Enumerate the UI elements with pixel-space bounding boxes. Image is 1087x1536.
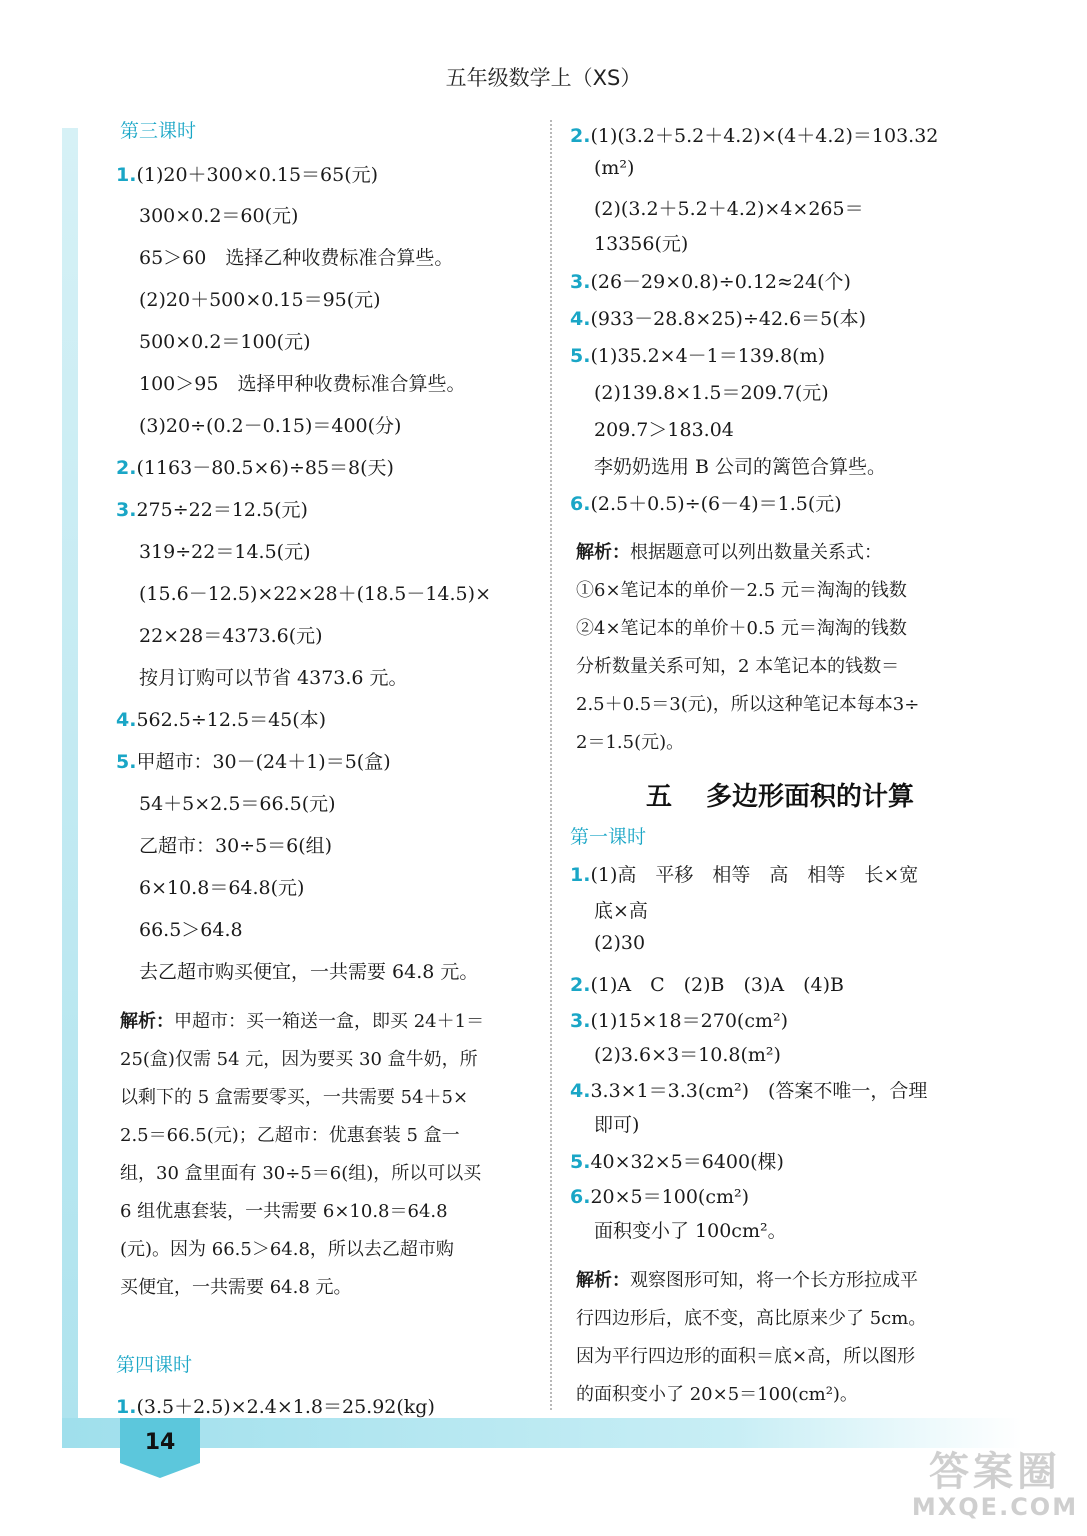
answer-line: 100＞95 选择甲种收费标准合算些。 bbox=[139, 373, 466, 395]
answer-line: 66.5＞64.8 bbox=[139, 919, 243, 941]
answer-line: 13356(元) bbox=[594, 233, 689, 255]
page-number: 14 bbox=[144, 1430, 176, 1455]
answer-line: 500×0.2＝100(元) bbox=[139, 331, 311, 353]
answer-line: 209.7＞183.04 bbox=[594, 419, 734, 441]
answer-line: 乙超市：30÷5＝6(组) bbox=[139, 835, 333, 857]
answer-line: 2.(1163－80.5×6)÷85＝8(天) bbox=[116, 457, 394, 479]
answer-line: 按月订购可以节省 4373.6 元。 bbox=[139, 667, 408, 689]
answer-line: 4.562.5÷12.5＝45(本) bbox=[116, 709, 327, 731]
watermark: 答案圈 MXQE.COM bbox=[911, 1449, 1079, 1521]
answer-line: (3)20÷(0.2－0.15)＝400(分) bbox=[139, 415, 402, 437]
answer-line: 5.甲超市：30－(24＋1)＝5(盒) bbox=[116, 751, 391, 773]
answer-line: 1.(1)高 平移 相等 高 相等 长×宽 bbox=[570, 864, 919, 886]
answer-line: 李奶奶选用 B 公司的篱笆合算些。 bbox=[594, 456, 887, 478]
answer-line: 去乙超市购买便宜，一共需要 64.8 元。 bbox=[139, 961, 479, 983]
answer-line: 1.(3.5＋2.5)×2.4×1.8＝25.92(kg) bbox=[116, 1396, 435, 1418]
answer-line: 4.(933－28.8×25)÷42.6＝5(本) bbox=[570, 308, 867, 330]
answer-line: 3.275÷22＝12.5(元) bbox=[116, 499, 308, 521]
answer-line: (2)3.6×3＝10.8(m²) bbox=[594, 1044, 781, 1066]
answer-line: 319÷22＝14.5(元) bbox=[139, 541, 311, 563]
page-title: 五年级数学上（XS） bbox=[445, 66, 642, 90]
analysis-block: 解析：根据题意可以列出数量关系式： ①6×笔记本的单价－2.5 元＝淘淘的钱数 ②4×笔记本的单价＋0.5 元＝淘淘的钱数 分析数量关系可知，2 本笔记本的钱数＝ 2.5＋0.5＝3(元)，所以这种笔记本每本3÷ 2＝1.5(元)。 bbox=[576, 542, 920, 753]
answer-line: 22×28＝4373.6(元) bbox=[139, 625, 323, 647]
answer-line: 3.(1)15×18＝270(cm²) bbox=[570, 1010, 789, 1032]
answer-line: (2)30 bbox=[594, 932, 646, 954]
answer-line: 65＞60 选择乙种收费标准合算些。 bbox=[139, 247, 454, 269]
answer-line: 6×10.8＝64.8(元) bbox=[139, 877, 305, 899]
answer-line: 6.(2.5＋0.5)÷(6－4)＝1.5(元) bbox=[570, 493, 842, 515]
answer-line: 3.(26－29×0.8)÷0.12≈24(个) bbox=[570, 271, 851, 293]
left-decor-band bbox=[62, 128, 78, 1428]
answer-line: 6.20×5＝100(cm²) bbox=[570, 1186, 750, 1208]
lesson4-title: 第四课时 bbox=[116, 1354, 193, 1376]
answer-line: 5.40×32×5＝6400(棵) bbox=[570, 1151, 784, 1173]
answer-line: (15.6－12.5)×22×28＋(18.5－14.5)× bbox=[139, 583, 491, 605]
lesson1-title: 第一课时 bbox=[570, 826, 647, 848]
answer-line: 底×高 bbox=[594, 900, 648, 922]
answer-line: (2)(3.2＋5.2＋4.2)×4×265＝ bbox=[594, 198, 864, 220]
unit-title: 五 多边形面积的计算 bbox=[645, 782, 915, 812]
answer-line: 即可) bbox=[594, 1114, 640, 1136]
column-divider bbox=[550, 120, 552, 1410]
answer-line: (2)139.8×1.5＝209.7(元) bbox=[594, 382, 829, 404]
answer-line: 面积变小了 100cm²。 bbox=[594, 1220, 787, 1242]
answer-line: 2.(1)A C (2)B (3)A (4)B bbox=[570, 974, 845, 996]
answer-line: (m²) bbox=[594, 157, 635, 179]
answer-line: 4.3.3×1＝3.3(cm²) (答案不唯一，合理 bbox=[570, 1080, 928, 1102]
analysis-block: 解析：甲超市：买一箱送一盒，即买 24＋1＝ 25(盒)仅需 54 元，因为要买 30 盒牛奶，所 以剩下的 5 盒需要零买，一共需要 54＋5× 2.5＝66.5(元)；乙超市：优惠套装 5 盒一 组，30 盒里面有 30÷5＝6(组)，所以可以买 6 组优惠套装，一共需要 6×10.8＝64.8 (元)。因为 66.5＞64.8，所以去乙超市购 买便宜，一共需要 64.8 元。 bbox=[120, 1011, 485, 1298]
answer-line: 5.(1)35.2×4－1＝139.8(m) bbox=[570, 345, 826, 367]
answer-line: (2)20＋500×0.15＝95(元) bbox=[139, 289, 381, 311]
bottom-decor-band bbox=[62, 1418, 1022, 1448]
analysis-block: 解析：观察图形可知，将一个长方形拉成平 行四边形后，底不变，高比原来少了 5cm。 因为平行四边形的面积＝底×高，所以图形 的面积变小了 20×5＝100(cm²)。 bbox=[576, 1270, 927, 1405]
answer-line: 300×0.2＝60(元) bbox=[139, 205, 299, 227]
answer-line: 2.(1)(3.2＋5.2＋4.2)×(4＋4.2)＝103.32 bbox=[570, 125, 939, 147]
lesson3-title: 第三课时 bbox=[120, 120, 197, 142]
answer-line: 54＋5×2.5＝66.5(元) bbox=[139, 793, 336, 815]
answer-line: 1.(1)20＋300×0.15＝65(元) bbox=[116, 164, 379, 186]
